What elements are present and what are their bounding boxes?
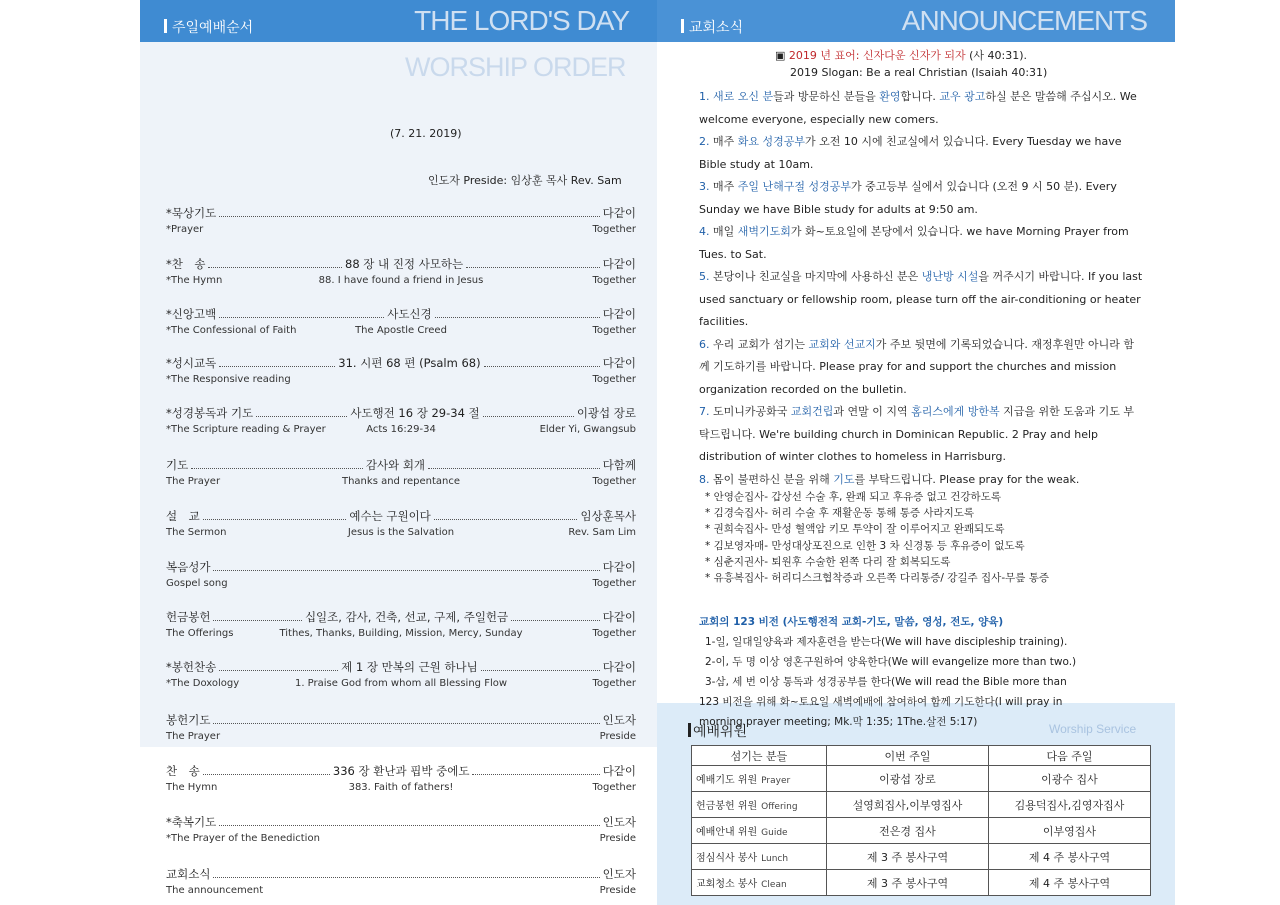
announcement-highlight: 교회와 선교지 (808, 337, 876, 351)
order-item-en-line (166, 885, 636, 899)
order-item-leader-en: Together (592, 224, 636, 235)
announcement-highlight: 냉난방 시설 (921, 270, 979, 283)
order-item-leader: 다같이 (602, 660, 637, 674)
vision-line: morning prayer meeting; Mk.막 1:35; 1The.살전 5:17) (699, 716, 978, 728)
announcement-item (699, 334, 1144, 402)
order-item-detail: 십일조, 감사, 건축, 선교, 구제, 주일헌금 (304, 610, 509, 624)
order-item-name: 교회소식 (166, 867, 211, 881)
order-item-detail-en: 383. Faith of fathers! (348, 782, 454, 793)
order-item (166, 764, 636, 796)
next-week-cell: 이부영집사 (989, 818, 1151, 844)
header-label-ko: 교회소식 (689, 17, 743, 37)
announcement-text: 들과 방문하신 분들을 (773, 90, 880, 103)
order-item (166, 713, 636, 745)
order-item-ko-line (166, 764, 636, 778)
announcement-number: 6. (699, 337, 710, 351)
announcement-text: 지급을 위한 도움과 기도 부탁드립니다. We're building church in Dominican Republic. 2 Pray and help distribution of winter clothes to homeless in Harrisburg. (699, 405, 1135, 463)
order-item-name: *성경봉독과 기도 (166, 406, 254, 420)
role-name: 교회청소 봉사 (696, 879, 758, 890)
next-week-cell: 제 4 주 봉사구역 (989, 870, 1151, 896)
role-name-en: Prayer (761, 776, 791, 786)
role-name: 점심식사 봉사 (696, 853, 758, 864)
order-item-leader: 다같이 (602, 560, 636, 574)
worship-order-subtitle: WORSHIP ORDER (405, 52, 626, 82)
order-item-name-en: The Sermon (166, 527, 227, 538)
announcement-text: 매일 (713, 225, 738, 238)
announcement-number: 7. (699, 405, 710, 418)
vision-line: 2-이, 두 명 이상 영혼구원하여 양육한다(We will evangelize more than two.) (705, 656, 1077, 668)
slogan-ref: (사 40:31). (969, 49, 1028, 62)
prayer-request: * 권희숙집사- 만성 혈액암 키모 투약이 잘 이루어지고 완쾌되도록 (705, 523, 1005, 536)
next-week-cell: 이광수 집사 (989, 766, 1151, 792)
order-item-ko-line (166, 257, 636, 271)
announcement-highlight: 교회건립 (790, 405, 834, 418)
leader-dots (428, 468, 600, 469)
order-item (166, 406, 636, 438)
order-item-leader-en: Preside (599, 833, 636, 844)
leader-dots (219, 825, 599, 826)
slogan-line (775, 45, 1027, 67)
announcement-item (699, 131, 1144, 176)
order-item-name: *봉헌찬송 (166, 660, 217, 674)
order-item-detail-en: Acts 16:29-34 (366, 424, 436, 435)
announcement-highlight: 새로 오신 분 (713, 90, 774, 103)
order-item (166, 560, 636, 592)
order-item-name: 설 교 (166, 509, 200, 523)
order-item (166, 867, 636, 899)
order-item-leader: 임상훈목사 (580, 509, 636, 523)
order-item-name-en: The Offerings (166, 628, 234, 639)
leader-dots (434, 519, 578, 520)
order-item (166, 307, 636, 339)
order-item-en-line (166, 275, 636, 289)
order-item-en-line (166, 782, 636, 796)
announcement-text: 우리 교회가 섬기는 (713, 337, 809, 351)
announcement-highlight: 화요 성경공부 (737, 135, 806, 148)
order-item-leader: 다같이 (602, 764, 637, 778)
order-item-name-en: *The Scripture reading & Prayer (166, 424, 326, 435)
announcement-text: 를 부탁드립니다. Please pray for the weak. (854, 472, 1080, 486)
role-cell (692, 792, 827, 818)
worship-service-title: 예배위원 (693, 721, 747, 741)
announcement-text: 하실 분은 말씀해 주십시오. We welcome everyone, especially new comers. (699, 90, 1137, 126)
announcement-text: 매주 (713, 135, 738, 148)
order-item (166, 458, 636, 490)
announcement-item (699, 401, 1144, 469)
prayer-request-list (705, 489, 1049, 586)
leader-dots (219, 216, 599, 217)
this-week-cell: 전은경 집사 (827, 818, 989, 844)
order-item-ko-line (166, 356, 636, 370)
order-item-ko-line (166, 307, 636, 321)
order-item-ko-line (166, 610, 636, 624)
service-date: (7. 21. 2019) (390, 127, 462, 140)
prayer-request: * 유흥복집사- 허리디스크협착증과 오른쪽 다리통증/ 강길주 집사-무릎 통증 (705, 572, 1050, 585)
order-item-leader-en: Preside (599, 885, 636, 896)
role-cell (692, 818, 827, 844)
role-name: 예배기도 위원 (696, 775, 758, 786)
order-item (166, 356, 636, 388)
order-item-name: 헌금봉헌 (166, 610, 211, 624)
order-item-leader-en: Together (592, 476, 636, 487)
order-item-detail: 사도신경 (387, 307, 432, 321)
order-item-en-line (166, 325, 636, 339)
order-item-en-line (166, 527, 636, 541)
order-item-leader: 이광섭 장로 (576, 406, 637, 420)
order-item-name: *묵상기도 (166, 206, 217, 220)
order-item (166, 257, 636, 289)
order-item-en-line (166, 374, 636, 388)
order-item-leader-en: Together (592, 678, 636, 689)
announcement-text: 본당이나 친교실을 마지막에 사용하신 분은 (713, 270, 922, 283)
leader-dots (481, 670, 600, 671)
order-item-name-en: *Prayer (166, 224, 204, 235)
prayer-request: * 김경숙집사- 허리 수술 후 재활운동 통해 통증 사라지도록 (705, 507, 975, 520)
announcement-item (699, 221, 1144, 266)
order-item-detail: 예수는 구원이다 (349, 509, 431, 523)
announcement-text: 도미니카공화국 (713, 405, 791, 418)
role-name-en: Offering (761, 802, 798, 812)
order-item-detail: 31. 시편 68 편 (Psalm 68) (338, 356, 481, 370)
announcement-highlight: 주일 난해구절 성경공부 (737, 180, 852, 193)
order-item-ko-line (166, 560, 636, 574)
order-item-leader-en: Together (592, 782, 636, 793)
role-cell (692, 766, 827, 792)
leader-dots (208, 267, 342, 268)
vision-title: 교회의 123 비전 (사도행전적 교회-기도, 말씀, 영성, 전도, 양육) (699, 616, 1004, 628)
leader-dots (511, 620, 600, 621)
order-item-ko-line (166, 206, 636, 220)
announcements-header (657, 0, 1175, 42)
order-item-ko-line (166, 867, 636, 881)
order-item-detail-en: 1. Praise God from whom all Blessing Flow (294, 678, 508, 689)
order-item-leader: 다같이 (602, 257, 636, 271)
worship-service-table (691, 745, 1151, 896)
announcement-text: 과 연말 이 지역 (833, 405, 912, 418)
order-item (166, 509, 636, 541)
order-item-name: *축복기도 (166, 815, 217, 829)
announcement-text: 합니다. (900, 90, 940, 103)
order-item-en-line (166, 628, 636, 642)
leader-dots (466, 267, 600, 268)
order-item-en-line (166, 476, 636, 490)
order-item-name-en: *The Hymn (166, 275, 223, 286)
next-week-cell: 제 4 주 봉사구역 (989, 844, 1151, 870)
order-item-name: 기도 (166, 458, 189, 472)
order-item-name: 찬 송 (166, 764, 200, 778)
header-title: ANNOUNCEMENTS (901, 5, 1147, 36)
leader-dots (219, 317, 384, 318)
this-week-cell: 이광섭 장로 (827, 766, 989, 792)
order-item-ko-line (166, 458, 636, 472)
announcement-text: 을 꺼주시기 바랍니다. If you last used sanctuary or fellowship room, please turn off the air-conditioning or heater facilities. (699, 270, 1143, 328)
order-item-ko-line (166, 815, 636, 829)
table-header-row (692, 746, 1151, 766)
vision-line: 1-일, 일대일양육과 제자훈련을 받는다(We will have discipleship training). (705, 636, 1068, 648)
order-item (166, 206, 636, 238)
order-item-leader-en: Rev. Sam Lim (568, 527, 636, 538)
leader-dots (219, 366, 335, 367)
announcement-number: 4. (699, 225, 710, 238)
order-item-en-line (166, 678, 636, 692)
order-item-name: *신앙고백 (166, 307, 217, 321)
order-item-detail: 336 장 환난과 핍박 중에도 (332, 764, 470, 778)
order-item-leader: 다함께 (602, 458, 636, 472)
announcement-item (699, 469, 1144, 492)
leader-dots (256, 416, 347, 417)
slogan-text: 신자다운 신자가 되자 (862, 49, 966, 62)
order-item-detail: 제 1 장 만복의 근원 하나님 (341, 660, 478, 674)
prayer-request: * 심춘지권사- 퇴원후 수술한 왼쪽 다리 잘 회복되도록 (705, 555, 951, 568)
order-item-name: *성시교독 (166, 356, 217, 370)
table-row (692, 766, 1151, 792)
order-item-name-en: Gospel song (166, 578, 228, 589)
slogan-year: 2019 년 표어: (788, 49, 860, 62)
leader-dots (483, 416, 574, 417)
order-item-leader: 다같이 (602, 356, 637, 370)
worship-order-header (140, 0, 657, 42)
order-item-name-en: *The Confessional of Faith (166, 325, 297, 336)
leader-dots (203, 774, 330, 775)
announcement-highlight: 교우 광고 (939, 90, 986, 103)
order-item-detail: 감사와 회개 (365, 458, 426, 472)
announcement-item (699, 176, 1144, 221)
announcement-number: 2. (699, 135, 710, 148)
column-header: 다음 주일 (989, 746, 1151, 766)
worship-service-title-en: Worship Service (1049, 722, 1137, 736)
leader-dots (213, 877, 599, 878)
announcement-number: 8. (699, 472, 710, 486)
order-item-name-en: The Prayer (166, 476, 221, 487)
order-item-ko-line (166, 660, 636, 674)
order-item-en-line (166, 224, 636, 238)
slogan-marker: ▣ (775, 49, 786, 62)
order-item-name-en: *The Prayer of the Benediction (166, 833, 320, 844)
leader-dots (213, 570, 599, 571)
order-item-name: 봉헌기도 (166, 713, 211, 727)
this-week-cell: 제 3 주 봉사구역 (827, 844, 989, 870)
order-item-name: *찬 송 (166, 257, 206, 271)
announcement-highlight: 기도 (833, 472, 855, 486)
announcement-number: 5. (699, 270, 710, 283)
leader-dots (213, 620, 302, 621)
order-item-detail-en: Tithes, Thanks, Building, Mission, Mercy, Sunday (279, 628, 523, 639)
table-row (692, 792, 1151, 818)
order-item-detail-en: The Apostle Creed (355, 325, 447, 336)
role-cell (692, 844, 827, 870)
order-item-leader-en: Together (592, 325, 636, 336)
order-item-en-line (166, 833, 636, 847)
leader-dots (219, 670, 338, 671)
leader-dots (435, 317, 600, 318)
announcement-item (699, 86, 1144, 131)
announcement-item (699, 266, 1144, 334)
order-item-leader: 인도자 (602, 815, 636, 829)
order-item-name-en: The Hymn (166, 782, 218, 793)
order-item-en-line (166, 424, 636, 438)
header-title: THE LORD'S DAY (414, 5, 629, 36)
order-item (166, 610, 636, 642)
order-item-leader-en: Together (592, 275, 636, 286)
leader-dots (203, 519, 347, 520)
table-row (692, 844, 1151, 870)
order-item-name-en: *The Doxology (166, 678, 240, 689)
role-name-en: Guide (761, 828, 788, 838)
table-row (692, 870, 1151, 896)
order-item-leader: 인도자 (602, 867, 636, 881)
order-item-ko-line (166, 406, 636, 420)
announcement-number: 3. (699, 180, 710, 193)
order-item-detail-en: Jesus is the Salvation (347, 527, 455, 538)
order-item-detail: 88 장 내 진정 사모하는 (345, 257, 464, 271)
role-name: 헌금봉헌 위원 (696, 801, 758, 812)
announcement-highlight: 환영 (879, 90, 901, 103)
next-week-cell: 김용덕집사,김영자집사 (989, 792, 1151, 818)
announcement-list (699, 86, 1144, 491)
leader-dots (213, 723, 599, 724)
order-item-name-en: *The Responsive reading (166, 374, 291, 385)
order-item-ko-line (166, 509, 636, 523)
order-item-leader-en: Together (592, 578, 636, 589)
officiant: 인도자 Preside: 임상훈 목사 Rev. Sam (428, 174, 622, 187)
leader-dots (472, 774, 599, 775)
order-item-leader: 다같이 (602, 206, 636, 220)
order-item-en-line (166, 731, 636, 745)
order-item-leader: 인도자 (602, 713, 636, 727)
vision-section (699, 612, 1149, 732)
header-label-ko: 주일예배순서 (172, 17, 253, 37)
column-header: 섬기는 분들 (692, 746, 827, 766)
announcement-text: 가 화~토요일에 본당에서 있습니다. we have Morning Prayer from Tues. to Sat. (699, 225, 1129, 261)
order-item (166, 815, 636, 847)
order-item-leader: 다같이 (602, 610, 636, 624)
role-name-en: Lunch (761, 854, 789, 864)
order-item-leader-en: Elder Yi, Gwangsub (539, 424, 636, 435)
order-item-detail: 사도행전 16 장 29-34 절 (350, 406, 480, 420)
table-row (692, 818, 1151, 844)
prayer-request: * 안영순집사- 갑상선 수술 후, 완쾌 되고 후유증 없고 건강하도록 (705, 491, 1001, 503)
order-item-leader-en: Together (592, 374, 636, 385)
order-item-name-en: The Prayer (166, 731, 221, 742)
role-cell (692, 870, 827, 896)
announcement-text: 가 주보 뒷면에 기록되었습니다. 재정후원만 아니라 함께 기도하기를 바랍니다. Please pray for and support the churches and mission organization recorded on the bulletin. (699, 337, 1135, 396)
order-item (166, 660, 636, 692)
announcement-text: 가 중고등부 실에서 있습니다 (오전 9 시 50 분). Every Sunday we have Bible study for adults at 9:50 am. (699, 180, 1117, 216)
order-item-en-line (166, 578, 636, 592)
announcement-text: 몸이 불편하신 분을 위해 (713, 472, 834, 486)
role-name: 예배안내 위원 (696, 827, 758, 838)
column-header: 이번 주일 (827, 746, 989, 766)
announcement-text: 매주 (713, 180, 738, 193)
order-item-name-en: The announcement (166, 885, 264, 896)
announcement-highlight: 홈리스에게 방한복 (911, 405, 1000, 418)
role-name-en: Clean (761, 880, 787, 890)
prayer-request: * 김보영자매- 만성대상포진으로 인한 3 차 신경통 등 후유증이 없도록 (705, 539, 1025, 552)
announcement-number: 1. (699, 90, 710, 103)
this-week-cell: 제 3 주 봉사구역 (827, 870, 989, 896)
order-item-leader-en: Preside (599, 731, 636, 742)
leader-dots (484, 366, 600, 367)
slogan-en: 2019 Slogan: Be a real Christian (Isaiah 40:31) (790, 66, 1048, 79)
order-item-leader: 다같이 (602, 307, 637, 321)
order-item-detail-en: 88. I have found a friend in Jesus (318, 275, 484, 286)
order-item-leader-en: Together (592, 628, 636, 639)
order-item-detail-en: Thanks and repentance (341, 476, 460, 487)
announcement-text: 가 오전 10 시에 친교실에서 있습니다. Every Tuesday we have Bible study at 10am. (699, 135, 1122, 171)
leader-dots (191, 468, 363, 469)
order-item-ko-line (166, 713, 636, 727)
vision-line: 3-삼, 세 번 이상 통독과 성경공부를 한다(We will read the Bible more than (705, 676, 1067, 688)
announcement-highlight: 새벽기도회 (737, 225, 791, 238)
order-item-name: 복음성가 (166, 560, 211, 574)
this-week-cell: 설영희집사,이부영집사 (827, 792, 989, 818)
vision-line: 123 비전을 위해 화~토요일 새벽예배에 참여하여 함께 기도한다(I will pray in (699, 696, 1063, 708)
